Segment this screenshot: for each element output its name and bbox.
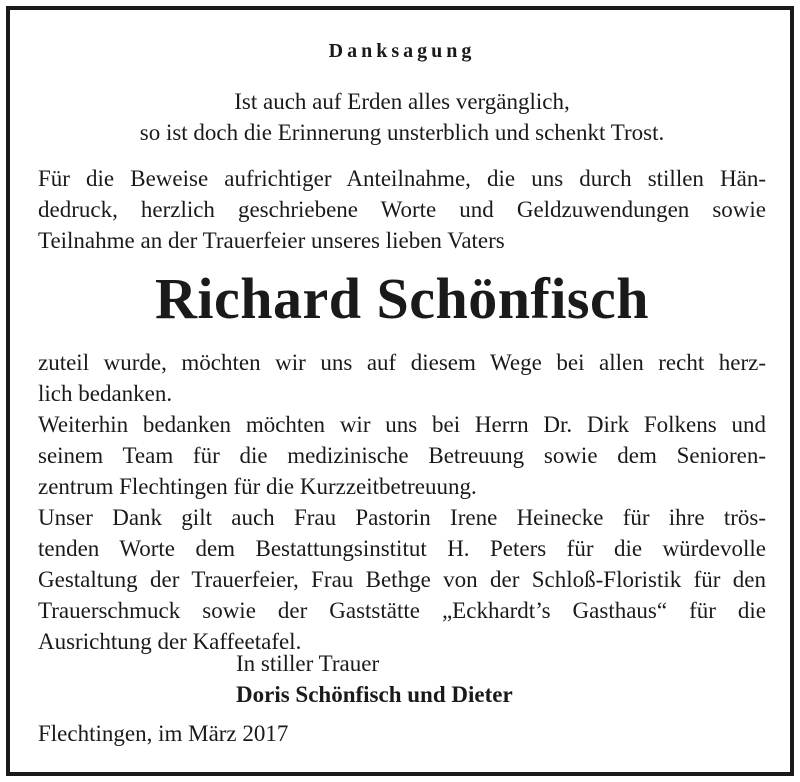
text-line: Ausrichtung der Kaffeetafel. bbox=[38, 629, 302, 654]
notice-frame bbox=[6, 6, 794, 776]
text-line: Teilnahme an der Trauerfeier unseres lieben Vaters bbox=[38, 228, 505, 253]
notice-heading: Danksagung bbox=[328, 40, 476, 62]
paragraph-further-thanks bbox=[38, 502, 766, 657]
text-line: Unser Dank gilt auch Frau Pastorin Irene Heinecke für ihre trös- bbox=[38, 505, 766, 530]
motto-line: so ist doch die Erinnerung unsterblich und schenkt Trost. bbox=[139, 120, 665, 145]
text-line: Weiterhin bedanken möchten wir uns bei Herrn Dr. Dirk Folkens und bbox=[38, 412, 766, 437]
signature-names: Doris Schönfisch und Dieter bbox=[236, 682, 513, 707]
text-line: seinem Team für die medizinische Betreuung sowie dem Senioren- bbox=[38, 443, 766, 468]
body-text bbox=[38, 347, 766, 657]
signature bbox=[236, 648, 513, 710]
paragraph-medical bbox=[38, 409, 766, 502]
text-line: Trauerschmuck sowie der Gaststätte „Eckhardt’s Gasthaus“ für die bbox=[38, 598, 766, 623]
motto bbox=[38, 86, 766, 148]
text-line: lich bedanken. bbox=[38, 381, 173, 406]
text-line: zuteil wurde, möchten wir uns auf diesem Wege bei allen recht herz- bbox=[38, 350, 766, 375]
deceased-name: Richard Schönfisch bbox=[154, 266, 649, 331]
intro-paragraph bbox=[38, 163, 766, 256]
paragraph-thanks bbox=[38, 347, 766, 409]
text-line: Für die Beweise aufrichtiger Anteilnahme, die uns durch stillen Hän- bbox=[38, 166, 766, 191]
text-line: dedruck, herzlich geschriebene Worte und Geldzuwendungen sowie bbox=[38, 197, 766, 222]
text-line: zentrum Flechtingen für die Kurzzeitbetreuung. bbox=[38, 474, 477, 499]
signature-phrase: In stiller Trauer bbox=[236, 651, 380, 676]
motto-line: Ist auch auf Erden alles vergänglich, bbox=[234, 89, 570, 114]
text-line: tenden Worte dem Bestattungsinstitut H. Peters für die würdevolle bbox=[38, 536, 766, 561]
text-line: Gestaltung der Trauerfeier, Frau Bethge von der Schloß-Floristik für den bbox=[38, 567, 766, 592]
place-date: Flechtingen, im März 2017 bbox=[38, 721, 289, 746]
